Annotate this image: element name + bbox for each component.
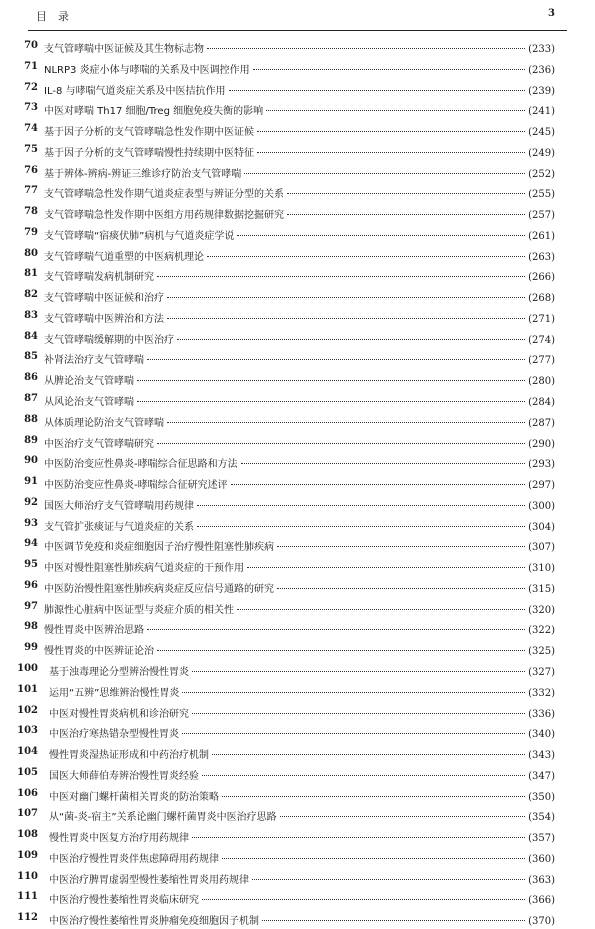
dot-leader	[257, 131, 525, 132]
dot-leader	[192, 713, 525, 714]
dot-leader	[197, 526, 525, 527]
toc-entry-title[interactable]: 基于因子分析的支气管哮喘急性发作期中医证候	[44, 127, 254, 139]
toc-entry-body	[49, 850, 555, 865]
dot-leader	[197, 505, 525, 506]
toc-entry-number: 70	[24, 40, 38, 51]
toc-entry-body	[44, 61, 555, 76]
toc-entry-number: 97	[24, 600, 38, 612]
toc-entry-number: 95	[24, 559, 38, 571]
toc-entry-body	[44, 435, 555, 450]
toc-entry-body	[44, 310, 555, 325]
toc-entry-title[interactable]: 支气管哮喘急性发作期气道炎症表型与辨证分型的关系	[44, 189, 284, 201]
toc-entry[interactable]	[0, 368, 595, 389]
toc-entry-body	[44, 102, 555, 117]
toc-entry-number: 109	[17, 849, 38, 861]
toc-entry[interactable]	[0, 617, 595, 638]
toc-entry-body	[44, 476, 555, 491]
dot-leader	[241, 463, 526, 464]
dot-leader	[257, 152, 525, 153]
toc-entry-number: 102	[17, 704, 38, 716]
toc-entry-title[interactable]: 基于浊毒理论分型辨治慢性胃炎	[49, 666, 189, 678]
toc-entry-title[interactable]: 基于因子分析的支气管哮喘慢性持续期中医特征	[44, 147, 254, 159]
toc-entry-body	[44, 206, 555, 221]
toc-entry-page: (255)	[528, 189, 555, 201]
toc-entry-title[interactable]: 从风论治支气管哮喘	[44, 397, 134, 409]
toc-entry-title[interactable]: 支气管哮喘“宿痰伏肺”病机与气道炎症学说	[44, 230, 235, 242]
section-title: 目 录	[36, 10, 69, 23]
toc-entry-page: (307)	[528, 542, 555, 554]
toc-entry[interactable]	[0, 57, 595, 78]
toc-entry-number: 103	[17, 725, 38, 737]
toc-entry[interactable]	[0, 493, 595, 514]
toc-entry-title[interactable]: 支气管哮喘缓解期的中医治疗	[44, 334, 174, 346]
toc-entry-number: 82	[24, 289, 38, 301]
toc-entry-title[interactable]: IL-8 与哮喘气道炎症关系及中医拮抗作用	[44, 85, 226, 97]
toc-entry-page: (257)	[528, 210, 555, 222]
toc-entry-number: 111	[17, 891, 38, 903]
toc-entry[interactable]	[0, 36, 595, 57]
toc-entry-number: 107	[17, 808, 38, 820]
toc-entry-number: 73	[24, 102, 38, 114]
toc-entry-page: (245)	[528, 127, 555, 139]
toc-entry-number: 99	[24, 642, 38, 654]
toc-entry-page: (274)	[528, 334, 555, 346]
dot-leader	[280, 816, 526, 817]
toc-entry-body	[44, 289, 555, 304]
dot-leader	[237, 235, 525, 236]
dot-leader	[262, 920, 525, 921]
toc-entry-body	[49, 871, 555, 886]
dot-leader	[167, 318, 525, 319]
toc-entry-body	[44, 40, 555, 55]
toc-entry-number: 94	[24, 538, 38, 550]
toc-entry-body	[44, 185, 555, 200]
toc-entry-title[interactable]: 慢性胃炎中医辨治思路	[44, 625, 144, 637]
dot-leader	[157, 650, 525, 651]
toc-entry[interactable]	[0, 887, 595, 908]
table-of-contents	[0, 36, 595, 929]
toc-entry-title[interactable]: 支气管哮喘发病机制研究	[44, 272, 154, 284]
dot-leader	[207, 48, 525, 49]
toc-entry-title[interactable]: 中医治疗脾胃虚弱型慢性萎缩性胃炎用药规律	[49, 874, 249, 886]
toc-entry-number: 81	[24, 268, 38, 280]
toc-entry-number: 93	[24, 517, 38, 529]
dot-leader	[287, 214, 525, 215]
toc-entry-body	[44, 268, 555, 283]
dot-leader	[252, 879, 525, 880]
toc-entry-page: (263)	[528, 251, 555, 263]
toc-entry-page: (252)	[528, 168, 555, 180]
dot-leader	[287, 193, 525, 194]
toc-entry-number: 74	[24, 123, 38, 135]
toc-entry-title[interactable]: 中医对幽门螺杆菌相关胃炎的防治策略	[49, 791, 219, 803]
dot-leader	[253, 69, 526, 70]
toc-entry-body	[49, 684, 555, 699]
toc-entry-page: (315)	[528, 583, 555, 595]
dot-leader	[137, 401, 525, 402]
toc-entry-body	[44, 351, 555, 366]
toc-entry-number: 79	[24, 226, 38, 238]
toc-entry-body	[49, 788, 555, 803]
toc-entry-title[interactable]: 国医大师薛伯寿辨治慢性胃炎经验	[49, 770, 199, 782]
toc-entry-body	[49, 663, 555, 678]
toc-entry[interactable]	[0, 306, 595, 327]
toc-entry-title[interactable]: 补肾法治疗支气管哮喘	[44, 355, 144, 367]
toc-entry-number: 77	[24, 185, 38, 197]
toc-entry-title[interactable]: 基于辨体-辨病-辨证三维诊疗防治支气管哮喘	[44, 168, 242, 180]
toc-entry[interactable]	[0, 721, 595, 742]
toc-entry-page: (357)	[528, 833, 555, 845]
dot-leader	[237, 609, 525, 610]
toc-entry[interactable]	[0, 763, 595, 784]
toc-entry-title[interactable]: 支气管哮喘中医证候和治疗	[44, 293, 164, 305]
toc-entry[interactable]	[0, 264, 595, 285]
toc-entry[interactable]	[0, 472, 595, 493]
toc-entry-title[interactable]: 慢性胃炎湿热证形成和中药治疗机制	[49, 750, 209, 762]
toc-entry-number: 88	[24, 413, 38, 425]
toc-entry-page: (239)	[528, 85, 555, 97]
toc-entry[interactable]	[0, 534, 595, 555]
toc-entry-title[interactable]: 中医治疗慢性胃炎伴焦虑障碍用药规律	[49, 853, 219, 865]
toc-entry-number: 108	[17, 829, 38, 841]
toc-entry-page: (320)	[528, 604, 555, 616]
toc-entry-title[interactable]: 肺源性心脏病中医证型与炎症介质的相关性	[44, 604, 234, 616]
toc-entry-page: (322)	[528, 625, 555, 637]
toc-entry-body	[44, 165, 555, 180]
toc-entry-page: (304)	[528, 521, 555, 533]
toc-entry-number: 83	[24, 309, 38, 321]
toc-entry-page: (325)	[528, 646, 555, 658]
toc-entry-page: (277)	[528, 355, 555, 367]
toc-entry-page: (287)	[528, 417, 555, 429]
toc-entry-number: 91	[24, 476, 38, 488]
header-divider	[28, 30, 567, 31]
dot-leader	[247, 567, 525, 568]
toc-entry-body	[44, 248, 555, 263]
toc-entry-title[interactable]: 从“菌-炎-宿主”关系论幽门螺杆菌胃炎中医治疗思路	[49, 812, 277, 824]
toc-entry-body	[44, 601, 555, 616]
toc-entry-title[interactable]: 从体质理论防治支气管哮喘	[44, 417, 164, 429]
page-number: 3	[548, 8, 555, 19]
toc-entry-page: (280)	[528, 376, 555, 388]
toc-entry-number: 90	[24, 455, 38, 467]
toc-entry-title[interactable]: NLRP3 炎症小体与哮喘的关系及中医调控作用	[44, 64, 250, 76]
toc-entry-page: (261)	[528, 230, 555, 242]
toc-entry-body	[49, 705, 555, 720]
toc-entry-page: (249)	[528, 147, 555, 159]
dot-leader	[157, 443, 525, 444]
toc-entry[interactable]	[0, 742, 595, 763]
toc-entry[interactable]	[0, 659, 595, 680]
dot-leader	[207, 256, 525, 257]
toc-entry-body	[49, 891, 555, 906]
toc-entry-page: (310)	[528, 563, 555, 575]
toc-entry-title[interactable]: 支气管扩张痰证与气道炎症的关系	[44, 521, 194, 533]
dot-leader	[182, 692, 525, 693]
toc-entry-title[interactable]: 中医治疗支气管哮喘研究	[44, 438, 154, 450]
toc-entry-page: (300)	[528, 500, 555, 512]
toc-entry-page: (336)	[528, 708, 555, 720]
toc-entry-body	[44, 372, 555, 387]
dot-leader	[177, 339, 525, 340]
toc-entry-number: 86	[24, 372, 38, 384]
toc-entry-body	[44, 414, 555, 429]
toc-entry-page: (293)	[528, 459, 555, 471]
toc-entry-page: (354)	[528, 812, 555, 824]
toc-entry-page: (327)	[528, 666, 555, 678]
toc-entry-title[interactable]: 支气管哮喘气道重塑的中医病机理论	[44, 251, 204, 263]
toc-entry-number: 72	[24, 81, 38, 93]
toc-entry-number: 76	[24, 164, 38, 176]
toc-entry[interactable]	[0, 410, 595, 431]
toc-entry-title[interactable]: 从脾论治支气管哮喘	[44, 376, 134, 388]
dot-leader	[266, 110, 525, 111]
toc-entry-body	[44, 642, 555, 657]
toc-entry[interactable]	[0, 223, 595, 244]
toc-entry[interactable]	[0, 389, 595, 410]
dot-leader	[231, 484, 526, 485]
toc-entry-title[interactable]: 慢性胃炎的中医辨证论治	[44, 646, 154, 658]
dot-leader	[167, 297, 525, 298]
toc-entry-title[interactable]: 支气管哮喘急性发作期中医组方用药规律数据挖掘研究	[44, 210, 284, 222]
toc-entry[interactable]	[0, 555, 595, 576]
toc-entry-page: (236)	[528, 64, 555, 76]
toc-entry[interactable]	[0, 680, 595, 701]
toc-entry-page: (241)	[528, 106, 555, 118]
toc-entry-title[interactable]: 中医对哮喘 Th17 细胞/Treg 细胞免疫失衡的影响	[44, 106, 264, 118]
toc-entry-page: (350)	[528, 791, 555, 803]
dot-leader	[147, 629, 525, 630]
toc-entry[interactable]	[0, 701, 595, 722]
toc-entry[interactable]	[0, 784, 595, 805]
page-header	[0, 0, 595, 36]
toc-entry[interactable]	[0, 431, 595, 452]
dot-leader	[222, 858, 525, 859]
toc-entry[interactable]	[0, 119, 595, 140]
toc-entry-number: 85	[24, 351, 38, 363]
dot-leader	[202, 775, 525, 776]
toc-entry-page: (370)	[528, 916, 555, 928]
toc-entry[interactable]	[0, 327, 595, 348]
toc-entry[interactable]	[0, 181, 595, 202]
toc-entry[interactable]	[0, 161, 595, 182]
toc-entry-body	[44, 144, 555, 159]
toc-entry[interactable]	[0, 846, 595, 867]
toc-entry-title[interactable]: 支气管哮喘中医辨治和方法	[44, 313, 164, 325]
toc-entry-title[interactable]: 中医治疗慢性萎缩性胃炎临床研究	[49, 895, 199, 907]
toc-entry[interactable]	[0, 804, 595, 825]
toc-entry-title[interactable]: 中医对慢性胃炎病机和诊治研究	[49, 708, 189, 720]
dot-leader	[277, 588, 525, 589]
toc-entry-number: 71	[24, 60, 38, 72]
toc-entry-number: 96	[24, 579, 38, 591]
toc-entry-number: 89	[24, 434, 38, 446]
toc-entry-page: (284)	[528, 397, 555, 409]
toc-entry-number: 110	[17, 870, 38, 882]
dot-leader	[202, 899, 525, 900]
toc-entry-body	[44, 580, 555, 595]
toc-entry-number: 105	[17, 766, 38, 778]
toc-entry-title[interactable]: 中医对慢性阻塞性肺疾病气道炎症的干预作用	[44, 563, 244, 575]
toc-entry[interactable]	[0, 597, 595, 618]
toc-entry-number: 87	[24, 393, 38, 405]
toc-entry[interactable]	[0, 867, 595, 888]
toc-entry-body	[44, 227, 555, 242]
toc-entry-title[interactable]: 中医防治慢性阻塞性肺疾病炎症反应信号通路的研究	[44, 583, 274, 595]
toc-entry-body	[49, 829, 555, 844]
toc-entry-body	[44, 538, 555, 553]
toc-entry-body	[49, 808, 555, 823]
toc-entry-body	[44, 559, 555, 574]
dot-leader	[157, 276, 525, 277]
toc-entry[interactable]	[0, 78, 595, 99]
toc-entry-number: 104	[17, 746, 38, 758]
toc-entry-body	[44, 82, 555, 97]
dot-leader	[182, 733, 525, 734]
toc-entry[interactable]	[0, 98, 595, 119]
dot-leader	[192, 837, 525, 838]
toc-entry-title[interactable]: 支气管哮喘中医证候及其生物标志物	[44, 44, 204, 55]
dot-leader	[137, 380, 525, 381]
toc-entry-page: (360)	[528, 853, 555, 865]
toc-entry-body	[44, 123, 555, 138]
toc-entry-page: (332)	[528, 687, 555, 699]
toc-entry-page: (233)	[528, 44, 555, 55]
toc-entry-page: (290)	[528, 438, 555, 450]
dot-leader	[229, 90, 526, 91]
toc-entry-number: 92	[24, 496, 38, 508]
toc-entry-page: (268)	[528, 293, 555, 305]
toc-entry-number: 98	[24, 621, 38, 633]
toc-entry-title[interactable]: 中医防治变应性鼻炎-哮喘综合征研究述评	[44, 480, 228, 492]
dot-leader	[244, 173, 525, 174]
toc-entry-page: (363)	[528, 874, 555, 886]
toc-entry-page: (266)	[528, 272, 555, 284]
toc-entry[interactable]	[0, 825, 595, 846]
toc-entry-body	[44, 393, 555, 408]
toc-entry-page: (343)	[528, 750, 555, 762]
toc-entry[interactable]	[0, 347, 595, 368]
toc-entry-body	[44, 497, 555, 512]
toc-entry-page: (297)	[528, 480, 555, 492]
toc-entry[interactable]	[0, 244, 595, 265]
toc-entry-number: 100	[17, 662, 38, 674]
toc-entry[interactable]	[0, 638, 595, 659]
toc-entry-body	[49, 725, 555, 740]
toc-entry[interactable]	[0, 202, 595, 223]
toc-entry-number: 112	[17, 912, 38, 924]
dot-leader	[192, 671, 525, 672]
toc-entry-title[interactable]: 中医治疗慢性萎缩性胃炎肿瘤免疫细胞因子机制	[49, 916, 259, 928]
dot-leader	[277, 546, 525, 547]
toc-entry[interactable]	[0, 451, 595, 472]
toc-entry[interactable]	[0, 140, 595, 161]
toc-entry-body	[49, 746, 555, 761]
toc-entry-body	[44, 331, 555, 346]
toc-entry[interactable]	[0, 908, 595, 929]
toc-entry-number: 84	[24, 330, 38, 342]
toc-entry-body	[44, 518, 555, 533]
toc-entry-number: 106	[17, 787, 38, 799]
toc-entry-title[interactable]: 中医调节免疫和炎症细胞因子治疗慢性阻塞性肺疾病	[44, 542, 274, 554]
toc-entry-body	[49, 767, 555, 782]
toc-entry-body	[44, 455, 555, 470]
dot-leader	[212, 754, 525, 755]
toc-entry-title[interactable]: 运用“五辨”思维辨治慢性胃炎	[49, 687, 180, 699]
dot-leader	[167, 422, 525, 423]
toc-entry-body	[44, 621, 555, 636]
dot-leader	[147, 359, 525, 360]
toc-entry-page: (340)	[528, 729, 555, 741]
toc-entry-title[interactable]: 中医防治变应性鼻炎-哮喘综合征思路和方法	[44, 459, 238, 471]
toc-entry[interactable]	[0, 285, 595, 306]
toc-entry-body	[49, 912, 555, 927]
toc-entry-number: 78	[24, 206, 38, 218]
toc-entry[interactable]	[0, 576, 595, 597]
toc-entry[interactable]	[0, 514, 595, 535]
toc-entry-number: 101	[17, 683, 38, 695]
toc-entry-page: (366)	[528, 895, 555, 907]
toc-entry-page: (271)	[528, 313, 555, 325]
dot-leader	[222, 796, 525, 797]
toc-entry-title[interactable]: 慢性胃炎中医复方治疗用药规律	[49, 833, 189, 845]
toc-entry-page: (347)	[528, 770, 555, 782]
toc-entry-title[interactable]: 中医治疗寒热错杂型慢性胃炎	[49, 729, 179, 741]
toc-entry-number: 80	[24, 247, 38, 259]
toc-entry-number: 75	[24, 143, 38, 155]
toc-entry-title[interactable]: 国医大师治疗支气管哮喘用药规律	[44, 500, 194, 512]
